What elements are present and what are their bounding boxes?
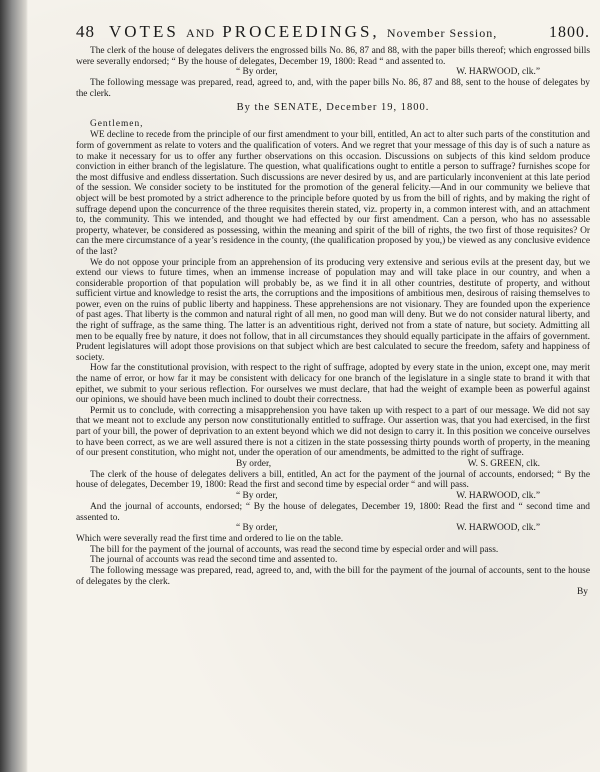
body-paragraph: How far the constitutional provision, with respect to the right of suffrage, adopted by every state in the union, except one, may merit the name of error, or how far it may be consistent with delicacy for one branch of the legislature in a single state to brand it with that epithet, we submit to your serious reflection. For ourselves we must declare, that had the weight of example been as powerful against our opinions, we should have been much inclined to doubt their correctness.: [76, 363, 590, 406]
paragraph-final-message: The following message was prepared, read, agreed to, and, with the bill for the payment of the journal of accounts, sent to the house of delegates by the clerk.: [76, 565, 590, 587]
paragraph-message-sent: The following message was prepared, read, agreed to, and, with the paper bills No. 86, 87 and 88, sent to the house of delegates by the clerk.: [76, 78, 590, 99]
running-title: [109, 22, 549, 42]
page-number: 48: [76, 22, 95, 41]
clerk-name: W. HARWOOD, clk.”: [456, 490, 540, 501]
signature-green: [76, 459, 590, 470]
title-and: AND: [186, 26, 216, 40]
binding-shadow: [0, 0, 28, 772]
body-paragraph: WE decline to recede from the principle of our first amendment to your bill, entitled, An act to alter such parts of the constitution and form of government as relate to voters and the qualification of voters. And we regret that your message of this day is of such a nature as to make it necessary for us to offer any further observations on this occasion. Discussions on subjects of this kind seldom produce conviction in either branch of the legislature. The question, what qualifications ought to entitle a person to suffrage? furnishes scope for the most diffusive and endless dissertation. Such discussions are never desired by us, and are particularly inconvenient at this late period of the session. We consider society to be instituted for the promotion of the general felicity.—And in our community we believe that object will be best promoted by a strict adherence to the principle before quoted by us from the bill of rights, and by making the right of suffrage depend upon the concurrence of the three requisites therein stated, viz. property in, a common interest with, and an attachment to, the community. This we intended, and thought we had effected by our first amendment. Can a person, who has no assessable property, whatever, be considered as possessing, within the meaning and spirit of the bill of rights, the two first of those requisites? Or can the mere circumstance of a year’s residence in the county, (the qualification proposed by you,) be viewed as any conclusive evidence of the last?: [76, 130, 590, 257]
title-votes: VOTES: [109, 22, 179, 41]
catchword: By: [577, 587, 588, 598]
signature-harwood-3: [76, 523, 590, 534]
title-proceedings: PROCEEDINGS,: [222, 22, 380, 41]
session-year: 1800.: [549, 24, 590, 41]
signature-harwood-1: [76, 67, 590, 78]
page-content: [76, 22, 590, 598]
body-paragraph: We do not oppose your principle from an apprehension of its producing very extensive and serious evils at the present day, but we extend our views to future times, when an immense increase of population may and will take place in our country, and when a considerable proportion of that population will probably be, as we find it in all other countries, destitute of property, and without sufficient virtue and knowledge to resist the arts, the corruptions and the impositions of ambitious men, desirous of raising themselves to power, even on the ruins of public liberty and happiness. These apprehensions are not visionary. They are founded upon the experience of past ages. That liberty is the common and natural right of all men, no good man will deny. But we do not consider natural liberty, and the right of suffrage, as the same thing. The latter is an adventitious right, derived not from a state of nature, but society. Admitting all men to be equally free by nature, it does not follow, that in all circumstances they should equally participate in the affairs of government. Prudent legislatures will adopt those provisions on that subject which are best calculated to secure the freedom, safety and happiness of society.: [76, 257, 590, 363]
paragraph-second-reading: The bill for the payment of the journal of accounts, was read the second time by especial order and will pass.: [90, 544, 499, 555]
paragraph-journal-bill: The clerk of the house of delegates delivers a bill, entitled, An act for the payment of the journal of accounts, endorsed; “ By the house of delegates, December 19, 1800: Read the first and second time by especial order “ and will pass.: [76, 469, 590, 491]
session-label: November Session,: [386, 26, 498, 40]
salutation: Gentlemen,: [90, 119, 144, 130]
paragraph-journal-accounts: And the journal of accounts, endorsed; “ By the house of delegates, December 19, 1800: Read the first and “ second time and assented to.: [76, 501, 590, 523]
paragraph-assented: The journal of accounts was read the second time and assented to.: [90, 555, 338, 566]
paragraph-engrossed-bills: The clerk of the house of delegates delivers the engrossed bills No. 86, 87 and 88, with the paper bills thereof; which engrossed bills were severally endorsed; “ By the house of delegates, December 19, 1800: Read “ and assented to.: [76, 46, 590, 67]
by-order: “ By order,: [236, 67, 278, 78]
clerk-name: W. HARWOOD, clk.”: [456, 67, 540, 78]
senate-heading: By the SENATE, December 19, 1800.: [236, 102, 430, 114]
clerk-name: W. S. GREEN, clk.: [467, 458, 540, 469]
by-order: By order,: [236, 458, 272, 469]
by-order: “ By order,: [236, 523, 278, 534]
running-header: [76, 22, 590, 42]
signature-harwood-2: [76, 491, 590, 502]
by-order: “ By order,: [236, 490, 278, 501]
body-paragraph: Permit us to conclude, with correcting a misapprehension you have taken up with respect to a part of our message. We did not say that we meant not to exclude any person now constitutionally entitled to suffrage. Our assertion was, that you had exercised, in the first part of your bill, the power of deprivation to an extent beyond which we did not design to carry it. In this position we conceive ourselves to have been correct, as we are well assured there is not a citizen in the state possessing thirty pounds worth of property, in the meaning of our present constitution, who might not, under the operation of our amendments, be admitted to the right of suffrage.: [76, 405, 590, 459]
paragraph-table: Which were severally read the first time and ordered to lie on the table.: [76, 534, 344, 545]
clerk-name: W. HARWOOD, clk.”: [456, 523, 540, 534]
